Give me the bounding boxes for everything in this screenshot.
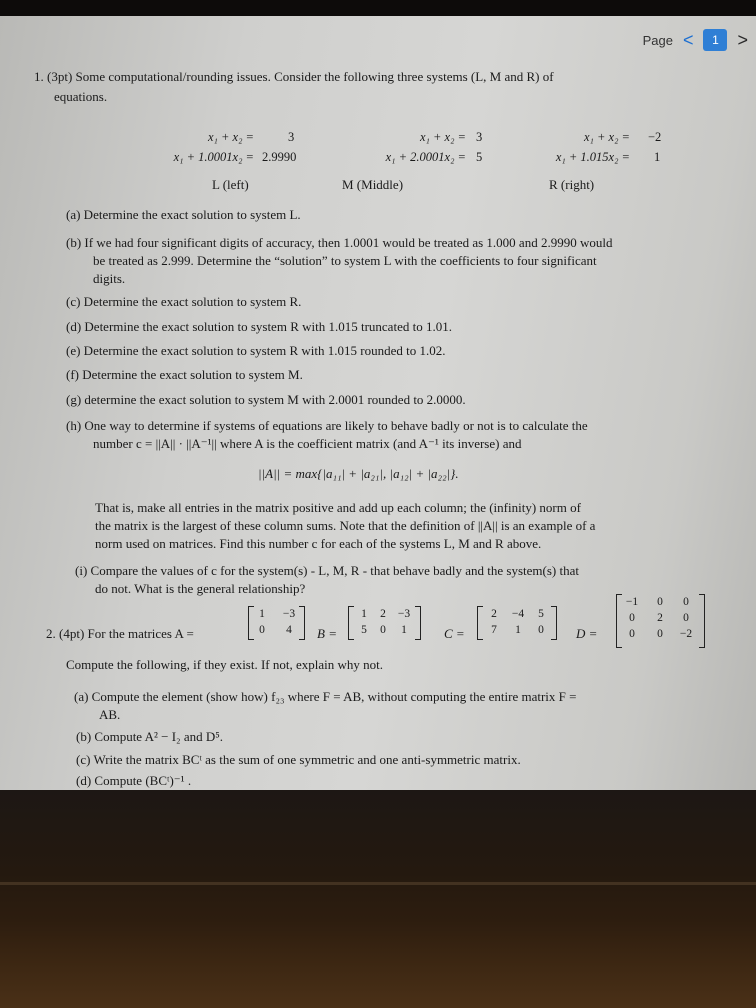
page-label: Page [642,32,673,48]
current-page-number[interactable]: 1 [703,29,727,51]
system-r-label: R (right) [549,177,595,192]
system-m-eq1-rhs: 3 [476,130,483,144]
laptop-hinge [0,882,756,885]
matrix-cell: 7 [491,624,497,636]
matrix-cell: 1 [259,608,265,620]
matrix-cell: 4 [286,624,292,636]
problem-1d: (d) Determine the exact solution to system R with 1.015 truncated to 1.01. [66,319,452,334]
matrix-d-left-bracket [616,594,622,648]
system-m-eq2-lhs: x₁ + 2.0001x₂ = [385,150,466,164]
problem-2-intro: 2. (4pt) For the matrices A = [46,626,194,641]
system-l-eq2-lhs: x₁ + 1.0001x₂ = [173,150,254,164]
matrix-cell: 0 [683,612,689,624]
system-m-eq2-rhs: 5 [476,150,483,164]
system-r-eq1-rhs: −2 [648,130,662,144]
problem-2-instructions: Compute the following, if they exist. If not, explain why not. [66,657,384,672]
problem-1i-cont: do not. What is the general relationship? [95,581,306,596]
matrix-cell: 2 [657,612,663,624]
system-r-eq2-rhs: 1 [654,150,661,164]
matrix-cell: 0 [538,624,544,636]
matrix-cell: 5 [361,624,367,636]
matrix-cell: −3 [282,608,296,620]
matrix-b-left-bracket [348,606,354,640]
matrix-cell: 1 [515,624,521,636]
problem-1b-cont2: digits. [93,271,126,286]
system-l-eq2-rhs: 2.9990 [262,150,297,164]
problem-1b-cont: be treated as 2.999. Determine the “solution” to system L with the coefficients to four significant [93,253,597,268]
problem-2c: (c) Write the matrix BCᵗ as the sum of one symmetric and one anti-symmetric matrix. [76,752,521,767]
matrix-cell: 0 [629,612,635,624]
matrix-cell: 0 [629,628,635,640]
matrix-cell: 0 [657,596,663,608]
problem-1i: (i) Compare the values of c for the system(s) - L, M, R - that behave badly and the system(s) that [75,563,579,578]
matrix-cell: 5 [538,608,544,620]
matrix-b-label: B = [317,626,337,641]
matrix-cell: −2 [679,628,693,640]
system-l-eq1-lhs: x₁ + x₂ = [207,130,254,144]
matrix-c-right-bracket [551,606,557,640]
matrix-cell: −3 [397,608,411,620]
matrix-c-left-bracket [477,606,483,640]
problem-2a-cont: AB. [99,707,121,722]
matrix-d-right-bracket [699,594,705,648]
matrix-cell: 1 [361,608,367,620]
problem-1h: (h) One way to determine if systems of equations are likely to behave badly or not is to calculate the [66,418,588,433]
problem-2b: (b) Compute A² − I₂ and D⁵. [76,729,224,744]
problem-2d: (d) Compute (BCᵗ)⁻¹ . [76,773,192,788]
problem-1-intro: 1. (3pt) Some computational/rounding issues. Consider the following three systems (L, M and R) of [34,69,554,84]
system-l-label: L (left) [212,177,249,192]
matrix-b-right-bracket [415,606,421,640]
problem-1-intro-cont: equations. [54,89,108,104]
matrix-cell: 0 [657,628,663,640]
system-l-eq1-rhs: 3 [288,130,295,144]
problem-1h-cont: number c = ||A|| · ||A⁻¹|| where A is the coefficient matrix (and A⁻¹ its inverse) and [93,436,522,451]
matrix-d-label: D = [576,626,598,641]
laptop-bezel [0,790,756,1008]
system-m-eq1-lhs: x₁ + x₂ = [419,130,466,144]
top-bezel [0,0,756,16]
document-page [0,16,756,790]
problem-1g: (g) determine the exact solution to system M with 2.0001 rounded to 2.0000. [66,392,466,407]
system-m-label: M (Middle) [342,177,404,192]
system-r-eq2-lhs: x₁ + 1.015x₂ = [555,150,630,164]
problem-1f: (f) Determine the exact solution to system M. [66,367,303,382]
page-navigator [643,28,748,52]
problem-2a: (a) Compute the element (show how) f₂₃ where F = AB, without computing the entire matrix F = [74,689,577,704]
norm-definition: ||A|| = max{|a₁₁| + |a₂₁|, |a₁₂| + |a₂₂|}. [258,466,459,481]
problem-1e: (e) Determine the exact solution to system R with 1.015 rounded to 1.02. [66,343,446,358]
problem-1c: (c) Determine the exact solution to system R. [66,294,302,309]
problem-1h-explain-2: the matrix is the largest of these column sums. Note that the definition of ||A|| is an example of a [95,518,596,533]
matrix-cell: −1 [625,596,639,608]
matrix-a-right-bracket [299,606,305,640]
problem-1h-explain-3: norm used on matrices. Find this number c for each of the systems L, M and R above. [95,536,542,551]
matrix-cell: 2 [491,608,497,620]
problem-1b: (b) If we had four significant digits of accuracy, then 1.0001 would be treated as 1.000 and 2.9990 would [66,235,613,250]
matrix-cell: 0 [259,624,265,636]
system-r-eq1-lhs: x₁ + x₂ = [583,130,630,144]
matrix-cell: −4 [511,608,525,620]
next-page-icon[interactable]: > [737,29,748,50]
matrix-cell: 1 [401,624,407,636]
matrix-cell: 0 [683,596,689,608]
problem-1h-explain-1: That is, make all entries in the matrix positive and add up each column; the (infinity) norm of [95,500,581,515]
matrix-cell: 2 [380,608,386,620]
prev-page-icon[interactable]: < [682,29,694,50]
matrix-c-label: C = [444,626,465,641]
problem-1a: (a) Determine the exact solution to system L. [66,207,301,222]
matrix-cell: 0 [380,624,386,636]
